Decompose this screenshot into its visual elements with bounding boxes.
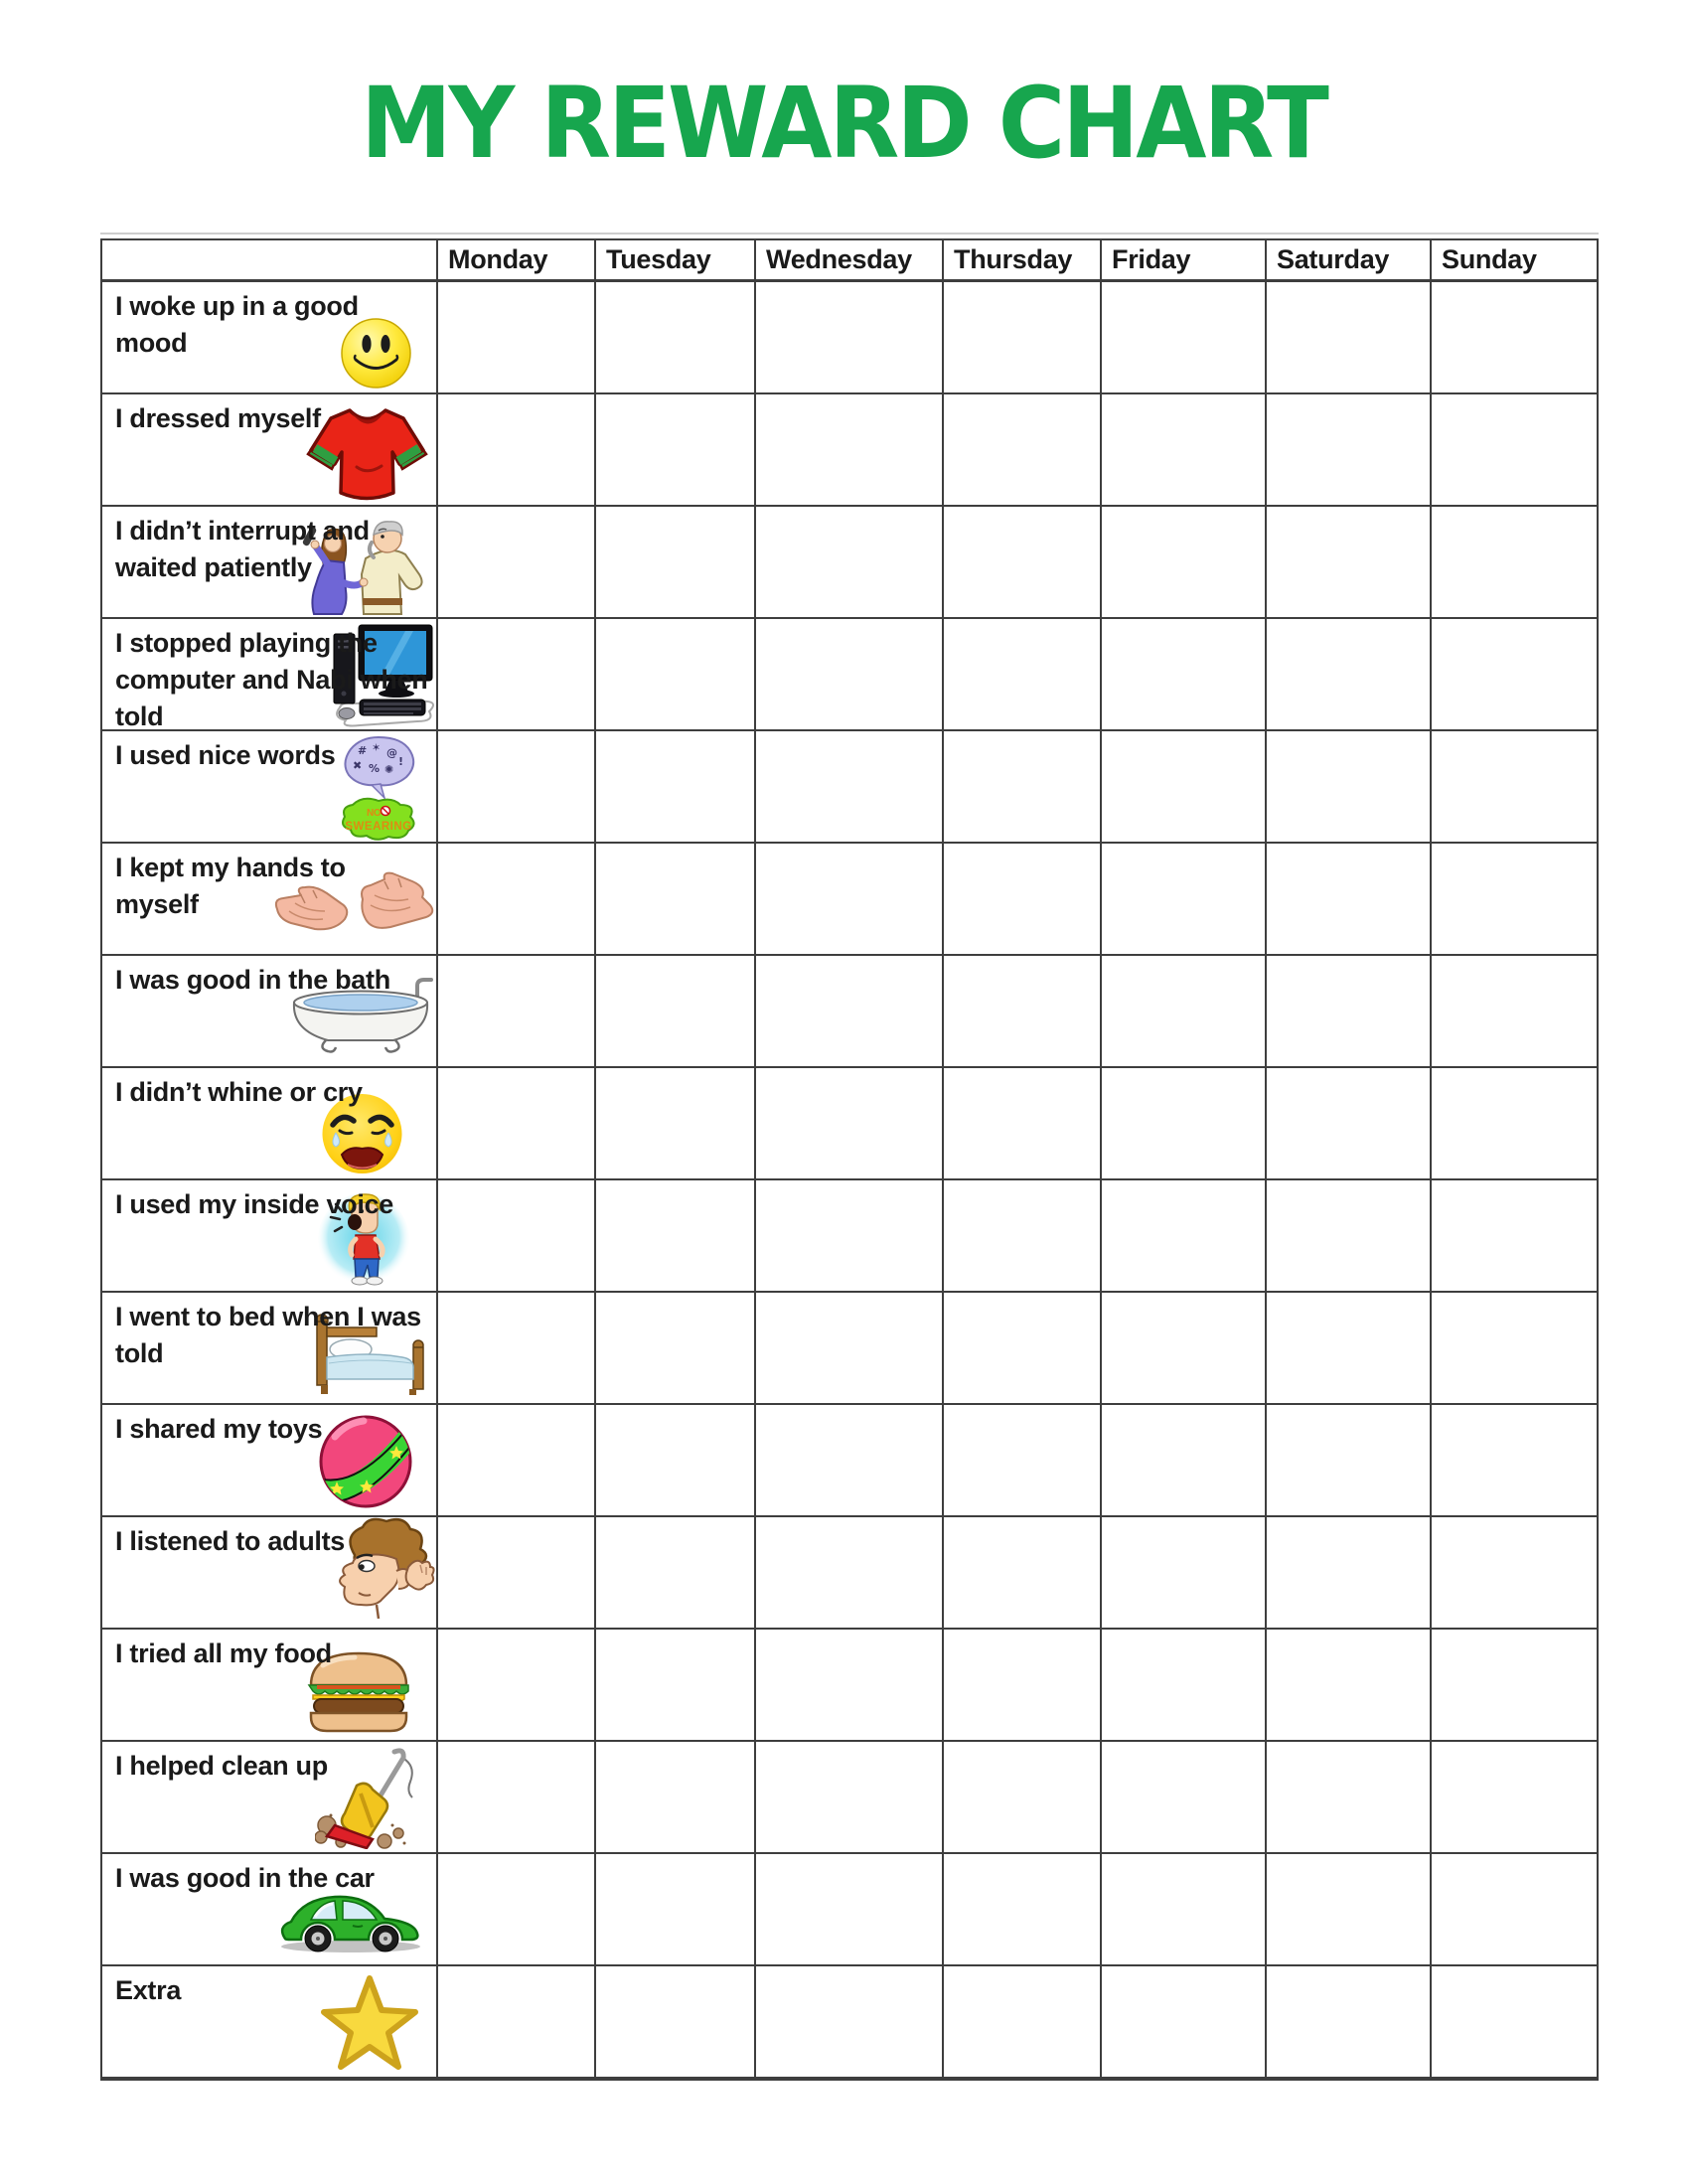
day-cell xyxy=(944,1517,1102,1630)
row-label: I didn’t whine or cry xyxy=(115,1077,363,1107)
row-label: I used nice words xyxy=(115,740,336,770)
day-header-wednesday: Wednesday xyxy=(756,240,944,282)
day-cell xyxy=(1432,1742,1597,1854)
day-cell xyxy=(1432,1630,1597,1742)
day-cell xyxy=(438,1966,596,2079)
row-label-cell xyxy=(102,1854,438,1966)
day-cell xyxy=(438,1068,596,1180)
row-label-cell xyxy=(102,282,438,394)
svg-text:%: % xyxy=(369,762,380,775)
day-cell xyxy=(1267,844,1432,956)
day-cell xyxy=(438,1180,596,1293)
day-cell xyxy=(1432,956,1597,1068)
row-label-cell xyxy=(102,956,438,1068)
svg-text:@: @ xyxy=(386,746,397,759)
day-header-thursday: Thursday xyxy=(944,240,1102,282)
day-cell xyxy=(1432,394,1597,507)
day-cell xyxy=(1102,1293,1267,1405)
day-cell xyxy=(596,1630,756,1742)
row-label-cell xyxy=(102,1180,438,1293)
day-cell xyxy=(438,507,596,619)
day-cell xyxy=(438,956,596,1068)
day-header-friday: Friday xyxy=(1102,240,1267,282)
day-cell xyxy=(944,507,1102,619)
day-cell xyxy=(438,1405,596,1517)
day-cell xyxy=(438,619,596,731)
day-cell xyxy=(1102,1068,1267,1180)
row-label: I woke up in a good mood xyxy=(115,291,359,358)
svg-text:✖: ✖ xyxy=(353,759,362,772)
day-cell xyxy=(756,1517,944,1630)
day-cell xyxy=(438,844,596,956)
day-cell xyxy=(756,1180,944,1293)
day-cell xyxy=(1102,731,1267,844)
day-cell xyxy=(756,1405,944,1517)
day-cell xyxy=(1102,619,1267,731)
day-cell xyxy=(756,731,944,844)
day-cell xyxy=(1267,619,1432,731)
day-cell xyxy=(944,394,1102,507)
day-cell xyxy=(1432,1068,1597,1180)
day-cell xyxy=(438,731,596,844)
day-cell xyxy=(756,1854,944,1966)
day-cell xyxy=(1102,1405,1267,1517)
day-cell xyxy=(596,1405,756,1517)
day-cell xyxy=(944,1405,1102,1517)
day-cell xyxy=(756,956,944,1068)
day-cell xyxy=(944,1966,1102,2079)
row-label-cell xyxy=(102,1293,438,1405)
day-cell xyxy=(1432,1517,1597,1630)
day-cell xyxy=(1432,1405,1597,1517)
header-corner-cell xyxy=(102,240,438,282)
day-cell xyxy=(596,1854,756,1966)
svg-text:✺: ✺ xyxy=(384,763,393,776)
row-label: I went to bed when I was told xyxy=(115,1302,421,1368)
page-title: MY REWARD CHART xyxy=(361,66,1326,181)
day-cell xyxy=(438,1630,596,1742)
day-cell xyxy=(1267,282,1432,394)
row-label-cell xyxy=(102,1630,438,1742)
day-cell xyxy=(944,1742,1102,1854)
day-cell xyxy=(756,1966,944,2079)
row-label: I listened to adults xyxy=(115,1526,346,1556)
row-label-cell xyxy=(102,507,438,619)
day-cell xyxy=(1267,1405,1432,1517)
day-cell xyxy=(944,1854,1102,1966)
row-label-cell xyxy=(102,1742,438,1854)
day-cell xyxy=(438,1854,596,1966)
day-cell xyxy=(756,844,944,956)
day-cell xyxy=(1102,844,1267,956)
day-cell xyxy=(756,619,944,731)
day-cell xyxy=(1267,1068,1432,1180)
row-label: I helped clean up xyxy=(115,1751,328,1781)
svg-text:✶: ✶ xyxy=(372,741,381,754)
day-cell xyxy=(1432,1966,1597,2079)
day-cell xyxy=(1432,1293,1597,1405)
row-label: I shared my toys xyxy=(115,1414,323,1444)
row-label: I was good in the car xyxy=(115,1863,375,1893)
day-cell xyxy=(1102,1517,1267,1630)
row-label-cell xyxy=(102,619,438,731)
row-label: I didn’t interrupt and waited patiently xyxy=(115,516,370,582)
day-cell xyxy=(596,619,756,731)
row-label-cell xyxy=(102,844,438,956)
row-label: I tried all my food xyxy=(115,1638,332,1668)
day-cell xyxy=(944,1180,1102,1293)
day-cell xyxy=(756,1630,944,1742)
day-cell xyxy=(1267,1517,1432,1630)
day-cell xyxy=(596,1966,756,2079)
row-label: I was good in the bath xyxy=(115,965,390,995)
day-cell xyxy=(1267,1742,1432,1854)
day-cell xyxy=(438,282,596,394)
day-cell xyxy=(1102,1180,1267,1293)
row-label: I used my inside voice xyxy=(115,1189,394,1219)
day-header-monday: Monday xyxy=(438,240,596,282)
row-label-cell xyxy=(102,1966,438,2079)
row-label-cell xyxy=(102,1068,438,1180)
day-cell xyxy=(1432,1180,1597,1293)
day-cell xyxy=(944,619,1102,731)
day-cell xyxy=(1102,1630,1267,1742)
day-cell xyxy=(944,1068,1102,1180)
day-cell xyxy=(1432,731,1597,844)
day-cell xyxy=(1432,1854,1597,1966)
day-cell xyxy=(596,1180,756,1293)
day-cell xyxy=(1102,956,1267,1068)
day-cell xyxy=(1102,507,1267,619)
day-cell xyxy=(756,1068,944,1180)
reward-chart-table xyxy=(100,238,1599,2081)
day-cell xyxy=(596,844,756,956)
day-cell xyxy=(944,844,1102,956)
day-cell xyxy=(596,394,756,507)
row-label-cell xyxy=(102,1405,438,1517)
day-cell xyxy=(596,507,756,619)
day-cell xyxy=(596,1068,756,1180)
day-cell xyxy=(1267,956,1432,1068)
row-label: I dressed myself xyxy=(115,403,321,433)
day-cell xyxy=(1267,1293,1432,1405)
day-cell xyxy=(438,1293,596,1405)
day-header-sunday: Sunday xyxy=(1432,240,1597,282)
day-cell xyxy=(756,1742,944,1854)
day-cell xyxy=(438,394,596,507)
svg-text:!: ! xyxy=(398,755,403,768)
day-cell xyxy=(596,731,756,844)
svg-text:#: # xyxy=(358,744,367,757)
day-cell xyxy=(756,282,944,394)
day-cell xyxy=(944,1630,1102,1742)
day-header-saturday: Saturday xyxy=(1267,240,1432,282)
day-cell xyxy=(1267,731,1432,844)
day-cell xyxy=(1102,1966,1267,2079)
day-cell xyxy=(944,1293,1102,1405)
day-cell xyxy=(596,956,756,1068)
day-cell xyxy=(944,282,1102,394)
day-cell xyxy=(944,731,1102,844)
day-cell xyxy=(1102,1854,1267,1966)
day-cell xyxy=(596,1742,756,1854)
day-cell xyxy=(1267,1180,1432,1293)
day-cell xyxy=(1267,1966,1432,2079)
day-cell xyxy=(596,1517,756,1630)
day-cell xyxy=(756,1293,944,1405)
svg-text:SWEARING: SWEARING xyxy=(345,821,412,833)
day-cell xyxy=(756,394,944,507)
day-cell xyxy=(596,282,756,394)
day-cell xyxy=(1102,282,1267,394)
row-label: I stopped playing the computer and Nabi when told xyxy=(115,628,428,731)
day-cell xyxy=(1102,1742,1267,1854)
day-cell xyxy=(1267,1630,1432,1742)
day-cell xyxy=(1267,507,1432,619)
day-cell xyxy=(596,1293,756,1405)
day-cell xyxy=(944,956,1102,1068)
day-cell xyxy=(438,1517,596,1630)
row-label-cell xyxy=(102,394,438,507)
day-cell xyxy=(1267,1854,1432,1966)
day-header-tuesday: Tuesday xyxy=(596,240,756,282)
day-cell xyxy=(1432,507,1597,619)
row-label: Extra xyxy=(115,1975,182,2005)
day-cell xyxy=(1102,394,1267,507)
day-cell xyxy=(438,1742,596,1854)
day-cell xyxy=(1432,282,1597,394)
row-label: I kept my hands to myself xyxy=(115,853,346,919)
day-cell xyxy=(1432,619,1597,731)
day-cell xyxy=(1267,394,1432,507)
day-cell xyxy=(1432,844,1597,956)
car-icon xyxy=(275,1889,424,1954)
row-label-cell xyxy=(102,731,438,844)
day-cell xyxy=(756,507,944,619)
svg-text:NO: NO xyxy=(367,808,382,819)
row-label-cell xyxy=(102,1517,438,1630)
